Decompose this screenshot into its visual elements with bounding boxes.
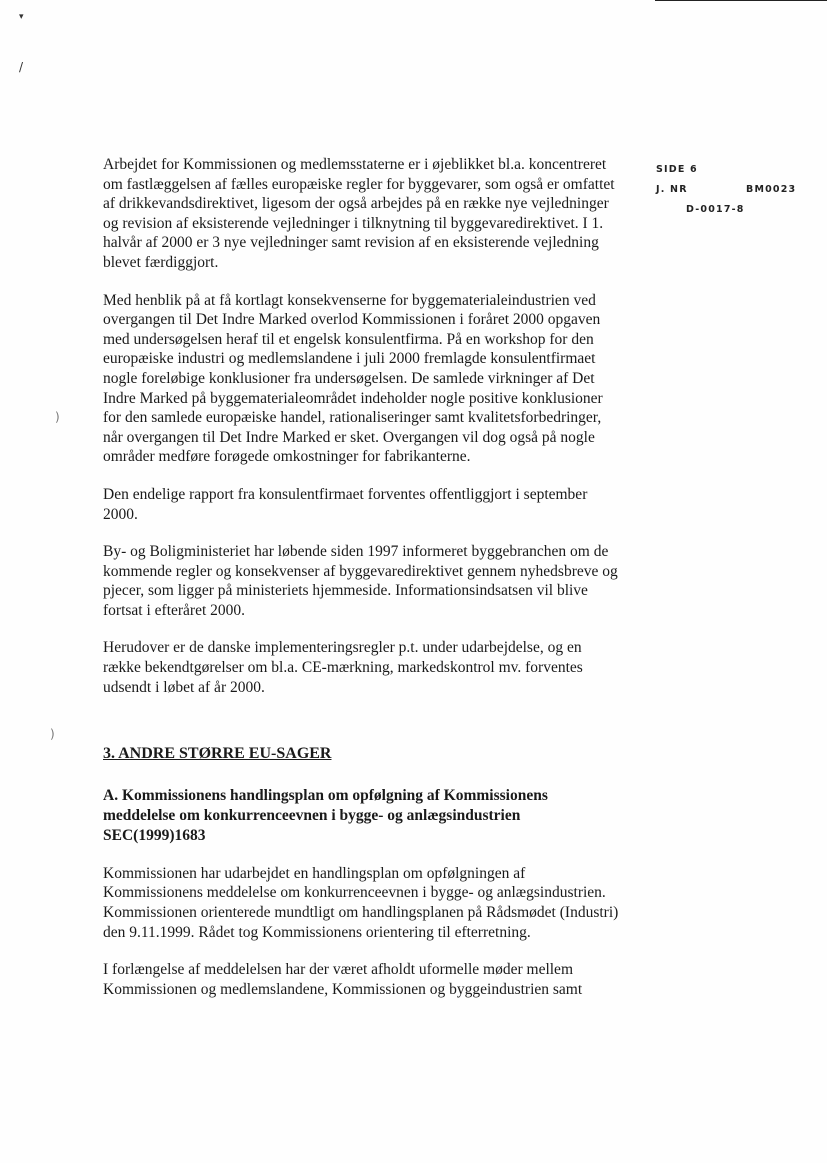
section-paragraph: I forlængelse af meddelelsen har der været afholdt uformelle møder mellem Kommissionen og medlemslandene, Kommissionen og byggeindustrien samt — [103, 961, 583, 998]
journal-number-label: J. NR — [656, 184, 688, 195]
scan-mark: ) — [50, 727, 55, 741]
body-paragraph: Den endelige rapport fra konsulentfirmaet forventes offentliggjort i september 2000. — [103, 485, 588, 523]
scan-mark: ) — [55, 410, 60, 424]
body-paragraph: By- og Boligministeriet har løbende siden 1997 informeret byggebranchen om de kommende regler og konsekvenser af byggevaredirektivet gennem nyhedsbreve og pjecer, som ligger på ministeriets hjemmeside. Informationsindsatsen vil blive fortsat i efteråret 2000. — [103, 543, 618, 619]
scan-mark: / — [19, 60, 24, 74]
document-reference: D-0017-8 — [686, 204, 745, 215]
page-number: SIDE 6 — [656, 164, 698, 175]
sub-heading: A. Kommissionens handlingsplan om opfølgning af Kommissionens meddelelse om konkurrenceevnen i bygge- og anlægsindustrien SEC(1999)1683 — [103, 786, 548, 844]
section-title: 3. ANDRE STØRRE EU-SAGER — [103, 745, 332, 763]
document-reference-block — [656, 160, 796, 220]
body-paragraph: Arbejdet for Kommissionen og medlemsstaterne er i øjeblikket bl.a. koncentreret om fastlæggelsen af fælles europæiske regler for byggevarer, som også er omfattet af drikkevandsdirektivet, ligesom der også arbejdes på en række nye vejledninger og revision af eksisterende vejledninger i tilknytning til byggevaredirektivet. I 1. halvår af 2000 er 3 nye vejledninger samt revision af en eksisterende vejledning blevet færdiggjort. — [103, 156, 615, 271]
section-paragraph: Kommissionen har udarbejdet en handlingsplan om opfølgningen af Kommissionens meddelelse om konkurrenceevnen i bygge- og anlægsindustrien. Kommissionen orienterede mundtligt om handlingsplanen på Rådsmødet (Industri) den 9.11.1999. Rådet tog Kommissionens orientering til efterretning. — [103, 864, 619, 941]
journal-number-value: BM0023 — [746, 184, 797, 195]
scan-mark: ▾ — [19, 12, 24, 22]
page-top-rule — [655, 0, 827, 1]
body-paragraph: Med henblik på at få kortlagt konsekvenserne for byggematerialeindustrien ved overgangen til Det Indre Marked overlod Kommissionen i foråret 2000 opgaven med undersøgelsen heraf til et engelsk konsulentfirma. På en workshop for den europæiske industri og medlemslandene i juli 2000 fremlagde konsulentfirmaet nogle foreløbige konklusioner fra undersøgelsen. De samlede virkninger af Det Indre Marked på byggematerialeområdet indeholder nogle positive konklusioner for den samlede europæiske handel, rationaliseringer samt kvalitetsforbedringer, når overgangen til Det Indre Marked er sket. Overgangen vil dog også på nogle områder medføre forøgede omkostninger for fabrikanterne. — [103, 291, 603, 466]
document-body — [103, 155, 623, 1017]
body-paragraph: Herudover er de danske implementeringsregler p.t. under udarbejdelse, og en række bekendtgørelser om bl.a. CE-mærkning, markedskontrol mv. forventes udsendt i løbet af år 2000. — [103, 639, 583, 696]
journal-number-row — [656, 180, 796, 200]
